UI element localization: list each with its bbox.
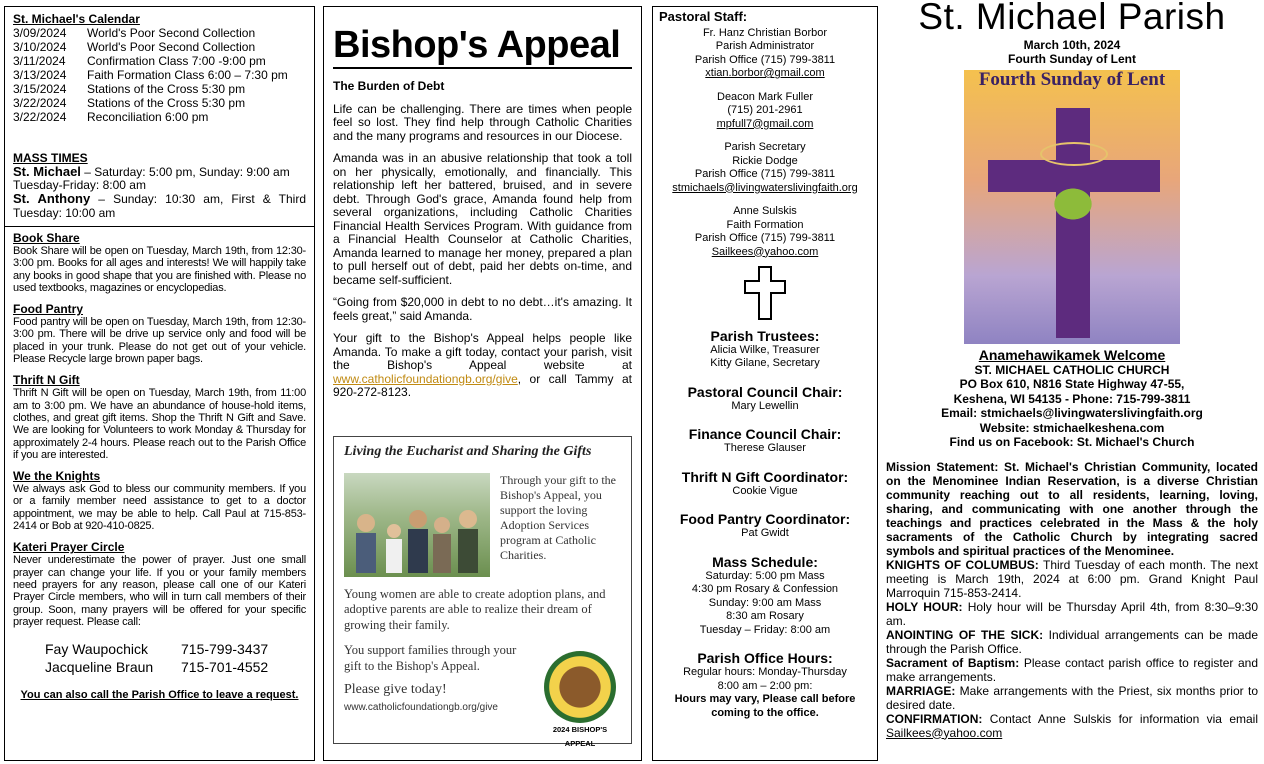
lent-image-caption: Fourth Sunday of Lent	[978, 69, 1166, 90]
event-date: 3/11/2024	[13, 54, 66, 68]
finance-title: Finance Council Chair:	[688, 426, 842, 442]
event-date: 3/13/2024	[13, 68, 67, 82]
ad-paragraph: Young women are able to create adoption plans, and adoptive parents are able to realize their dream of growing their family.	[344, 586, 606, 632]
staff-title: Pastoral Staff:	[659, 9, 748, 24]
info-label: HOLY HOUR:	[886, 599, 963, 614]
appeal-title: Bishop's Appeal	[333, 25, 632, 69]
contact-phone: 715-701-4552	[181, 659, 269, 676]
calendar-event	[13, 68, 306, 82]
mass-schedule-item: Tuesday – Friday: 8:00 am	[699, 623, 831, 636]
bishops-appeal-seal	[539, 651, 621, 748]
church-website[interactable]: Website: stmichaelkeshena.com	[979, 420, 1165, 435]
office-hours-title: Parish Office Hours:	[697, 650, 833, 666]
calendar-list	[13, 26, 306, 124]
event-name: World's Poor Second Collection	[87, 26, 256, 40]
confirmation-email[interactable]: Sailkees@yahoo.com	[886, 725, 1003, 740]
mass-schedule-title: Mass Schedule:	[712, 553, 818, 570]
ad-cta: Please give today!	[344, 682, 447, 697]
mass-schedule-item: Saturday: 5:00 pm Mass	[705, 569, 825, 582]
event-name: Stations of the Cross 5:30 pm	[87, 82, 246, 96]
appeal-text: Your gift to the Bishop's Appeal helps people like Amanda. To make a gift today, contact your parish, visit the Bishop's Appeal website at	[333, 331, 632, 372]
parish-info-item	[886, 712, 1258, 740]
address-line: Keshena, WI 54135 - Phone: 715-799-3811	[953, 391, 1191, 406]
staff-column	[652, 6, 878, 761]
staff-member	[659, 141, 871, 195]
calendar-column	[4, 6, 315, 761]
knights-text: We always ask God to bless our community members. If you or a family member need assistance to get to a doctor appointment, we may be able to help. Call Paul at 715-853-2414 or Bob at 920-410-0825.	[13, 483, 306, 533]
staff-phone: Parish Office (715) 799-3811	[694, 232, 836, 244]
book-share-text: Book Share will be open on Tuesday, March 19th, from 12:30-3:00 pm. Books for all ages and interests! We will happily take any books in good shape that you are finished with. Please no used textbooks, magazines or encyclopedias.	[13, 245, 306, 294]
address-line: PO Box 610, N816 State Highway 47-55,	[959, 377, 1185, 391]
church-name: ST. MICHAEL CATHOLIC CHURCH	[974, 362, 1170, 377]
info-text: Contact Anne Sulskis for information via email	[982, 711, 1258, 726]
food-pantry-text: Food pantry will be open on Tuesday, March 19th, from 12:30-3:00 pm. There will be drive up service only and food will be placed in your trunk. Please do not get out of your vehicle. Please Recycle large brown paper bags.	[13, 316, 306, 366]
calendar-event	[13, 82, 306, 96]
appeal-quote: “Going from $20,000 in debt to no debt…it's amazing. It feels great,” said Amanda.	[333, 295, 632, 323]
event-name: Reconciliation 6:00 pm	[87, 110, 209, 124]
mass-schedule-item: 8:30 am Rosary	[726, 610, 804, 622]
appeal-paragraph	[333, 332, 632, 400]
event-date: 3/22/2024	[13, 96, 67, 110]
pastoral-council-title: Pastoral Council Chair:	[687, 383, 843, 400]
staff-role: Faith Formation	[726, 218, 804, 231]
office-hours: Regular hours: Monday-Thursday	[683, 666, 847, 678]
stanthony-times: – Sunday: 10:30 am, First & Third Tuesday: 10:00 am	[13, 192, 307, 220]
food-pantry-title: Food Pantry	[13, 302, 84, 317]
appeal-link[interactable]: www.catholicfoundationgb.org/give	[333, 371, 518, 386]
appeal-paragraph: Life can be challenging. There are times when people feel so lost. They find help through Catholic Charities and the many programs and resources in our Diocese.	[333, 101, 632, 143]
event-date: 3/15/2024	[13, 82, 67, 96]
pastoral-council-chair: Mary Lewellin	[731, 399, 799, 412]
ad-title: Living the Eucharist and Sharing the Gifts	[344, 444, 592, 459]
event-name: Confirmation Class 7:00 -9:00 pm	[87, 54, 266, 68]
staff-name: Fr. Hanz Christian Borbor	[702, 26, 828, 39]
staff-member	[659, 91, 871, 132]
staff-email[interactable]: Sailkees@yahoo.com	[711, 245, 819, 258]
calendar-title: St. Michael's Calendar	[13, 12, 140, 26]
welcome-block	[886, 348, 1258, 450]
thrift-title: Thrift N Gift	[13, 373, 80, 388]
info-text: Holy hour will be Thursday April 4th, from 8:30–9:30 am.	[886, 599, 1258, 628]
event-date: 3/10/2024	[13, 40, 67, 54]
info-text: Third Tuesday of each month. The next meeting is March 19th, 2024 at 6:00 pm. Grand Knight Paul Marroquin 715-853-2414.	[886, 557, 1259, 600]
trustees-title: Parish Trustees:	[710, 327, 820, 344]
appeal-text: , or call Tammy at 920-272-8123.	[333, 371, 632, 399]
pantry-coord-title: Food Pantry Coordinator:	[679, 511, 851, 527]
staff-name: Parish Secretary	[724, 141, 806, 153]
seal-caption: 2024 BISHOP'S APPEAL	[552, 725, 608, 748]
ad-url[interactable]: www.catholicfoundationgb.org/give	[344, 701, 498, 713]
bulletin-sunday: Fourth Sunday of Lent	[1008, 52, 1136, 66]
bulletin-date: March 10th, 2024	[1023, 38, 1121, 52]
info-label: KNIGHTS OF COLUMBUS:	[886, 557, 1039, 572]
calendar-event	[13, 54, 306, 68]
trustee: Alicia Wilke, Treasurer	[710, 343, 820, 356]
appeal-subtitle: The Burden of Debt	[333, 79, 445, 93]
info-label: CONFIRMATION:	[886, 711, 983, 726]
parish-info-item	[886, 656, 1258, 684]
appeal-ad	[333, 436, 632, 748]
sacraments-list	[886, 558, 1258, 740]
trustee: Kitty Gilane, Secretary	[710, 357, 820, 369]
contact-phone: 715-799-3437	[181, 641, 269, 658]
prayer-contact	[45, 640, 306, 658]
staff-list	[659, 27, 871, 260]
prayer-text: Never underestimate the power of prayer. Just one small prayer can change your life. If you or your family members need prayers for any reason, please call one of our Kateri Prayer Circle members, who will in turn call members of their group. Soon, many prayers will be offered for your specific prayer request. Please call:	[13, 554, 306, 628]
jesus-seal-icon	[544, 651, 616, 723]
staff-email[interactable]: stmichaels@livingwaterslivingfaith.org	[672, 181, 858, 194]
mass-times-stanthony	[13, 192, 306, 220]
finance-chair: Therese Glauser	[724, 442, 806, 454]
calendar-event	[13, 26, 306, 40]
event-name: Faith Formation Class 6:00 – 7:30 pm	[87, 68, 288, 82]
family-photo	[344, 473, 490, 577]
staff-name: Deacon Mark Fuller	[717, 90, 813, 103]
event-date: 3/09/2024	[13, 26, 67, 40]
mass-schedule-item: Sunday: 9:00 am Mass	[708, 596, 822, 609]
pantry-coordinator: Pat Gwidt	[741, 527, 789, 539]
staff-role: Parish Administrator	[715, 40, 815, 52]
church-facebook[interactable]: Find us on Facebook: St. Michael's Church	[949, 435, 1195, 449]
staff-name: Anne Sulskis	[733, 205, 797, 217]
event-name: Stations of the Cross 5:30 pm	[87, 96, 246, 110]
calendar-event	[13, 96, 306, 110]
parish-column	[886, 0, 1258, 764]
mass-times-weekday: Tuesday-Friday: 8:00 am	[13, 178, 146, 192]
office-note: Hours may vary, Please call before coming to the office.	[674, 693, 856, 719]
parish-info-item	[886, 558, 1258, 600]
info-label: MARRIAGE:	[886, 683, 956, 698]
parish-info-item	[886, 628, 1258, 656]
mass-times-title: MASS TIMES	[13, 151, 88, 165]
appeal-paragraph: Amanda was in an abusive relationship that took a toll on her physically, emotionally, and financially. This relationship left her battered, bruised, and in severe debt. Through God's grace, Amanda found help from several organizations, including Catholic Charities Financial Health Services Program. With guidance from a Financial Health Counselor at Catholic Charities, Amanda learned to manage her money, prepared a plan to pull herself out of debt, paid her debts on-time, and became self-sufficient.	[333, 151, 632, 287]
knights-title: We the Knights	[13, 469, 101, 484]
calendar-event	[13, 40, 306, 54]
mass-times-stmichael	[13, 165, 306, 179]
prayer-contact	[45, 658, 306, 676]
staff-phone: Parish Office (715) 799-3811	[694, 168, 836, 180]
family-photo-illustration	[344, 473, 490, 577]
ad-side-text: Through your gift to the Bishop's Appeal, you support the loving Adoption Services program at Catholic Charities.	[500, 472, 616, 562]
crown-of-thorns-icon	[1040, 142, 1108, 166]
event-name: World's Poor Second Collection	[87, 40, 256, 54]
staff-role: Rickie Dodge	[732, 154, 798, 167]
event-date: 3/22/2024	[13, 110, 67, 124]
staff-member	[659, 205, 871, 259]
stanthony-label: St. Anthony	[13, 191, 91, 206]
parish-info-item	[886, 600, 1258, 628]
info-label: Sacrament of Baptism:	[886, 655, 1020, 670]
appeal-column	[323, 6, 642, 761]
ad-paragraph: You support families through your gift to the Bishop's Appeal.	[344, 643, 517, 673]
staff-phone: Parish Office (715) 799-3811	[694, 53, 836, 66]
contact-name: Jacqueline Braun	[45, 659, 154, 676]
thrift-coordinator: Cookie Vigue	[732, 484, 798, 497]
church-email[interactable]: Email: stmichaels@livingwaterslivingfaith.org	[941, 406, 1203, 420]
info-text: Individual arrangements can be made through the Parish Office.	[886, 627, 1258, 656]
info-text: Make arrangements with the Priest, six months prior to desired date.	[886, 683, 1258, 712]
staff-phone: (715) 201-2961	[727, 104, 803, 116]
mass-schedule-item: 4:30 pm Rosary & Confession	[691, 583, 839, 595]
palm-leaf-icon	[1044, 180, 1102, 228]
lent-cross-image	[964, 70, 1180, 344]
book-share-title: Book Share	[13, 231, 80, 245]
staff-email[interactable]: xtian.borbor@gmail.com	[705, 67, 825, 79]
thrift-text: Thrift N Gift will be open on Tuesday, March 19th, from 11:00 am to 3:00 pm. We have an abundance of house-hold items, clothes, and great gift items. Shop the Thrift N Gift and Save. We are looking for Volunteers to work Monday & Thursday for approximately 2-4 hours. Please reach out to the Parish Office if you are interested.	[13, 387, 306, 461]
prayer-note: You can also call the Parish Office to leave a request.	[20, 689, 299, 702]
thrift-coord-title: Thrift N Gift Coordinator:	[681, 468, 849, 485]
mass-schedule-list	[659, 570, 871, 638]
staff-member	[659, 27, 871, 81]
info-text: Please contact parish office to register and make arrangements.	[886, 655, 1258, 684]
contact-name: Fay Waupochick	[45, 641, 148, 658]
staff-email[interactable]: mpfull7@gmail.com	[716, 117, 814, 130]
parish-info-item	[886, 684, 1258, 712]
office-hours: 8:00 am – 2:00 pm:	[717, 679, 813, 692]
mission-statement: Mission Statement: St. Michael's Christian Community, located on the Menominee Indian Reservation, is a diverse Christian community reaching out to all residents, learning, loving, sharing, and communicating with one another through the teachings and practices celebrated in the Mass & the holy sacraments of the Catholic Church by integrating sacred symbols and spiritual practices of the Menominee.	[886, 459, 1258, 558]
mission-block	[886, 460, 1258, 740]
prayer-title: Kateri Prayer Circle	[13, 540, 125, 555]
stmichael-times: – Saturday: 5:00 pm, Sunday: 9:00 am	[80, 165, 290, 179]
calendar-event	[13, 110, 306, 124]
welcome-title: Anamehawikamek Welcome	[978, 347, 1166, 363]
info-label: ANOINTING OF THE SICK:	[886, 627, 1044, 642]
parish-name: St. Michael Parish	[918, 0, 1226, 37]
stmichael-label: St. Michael	[13, 164, 81, 179]
cross-icon	[659, 265, 871, 326]
